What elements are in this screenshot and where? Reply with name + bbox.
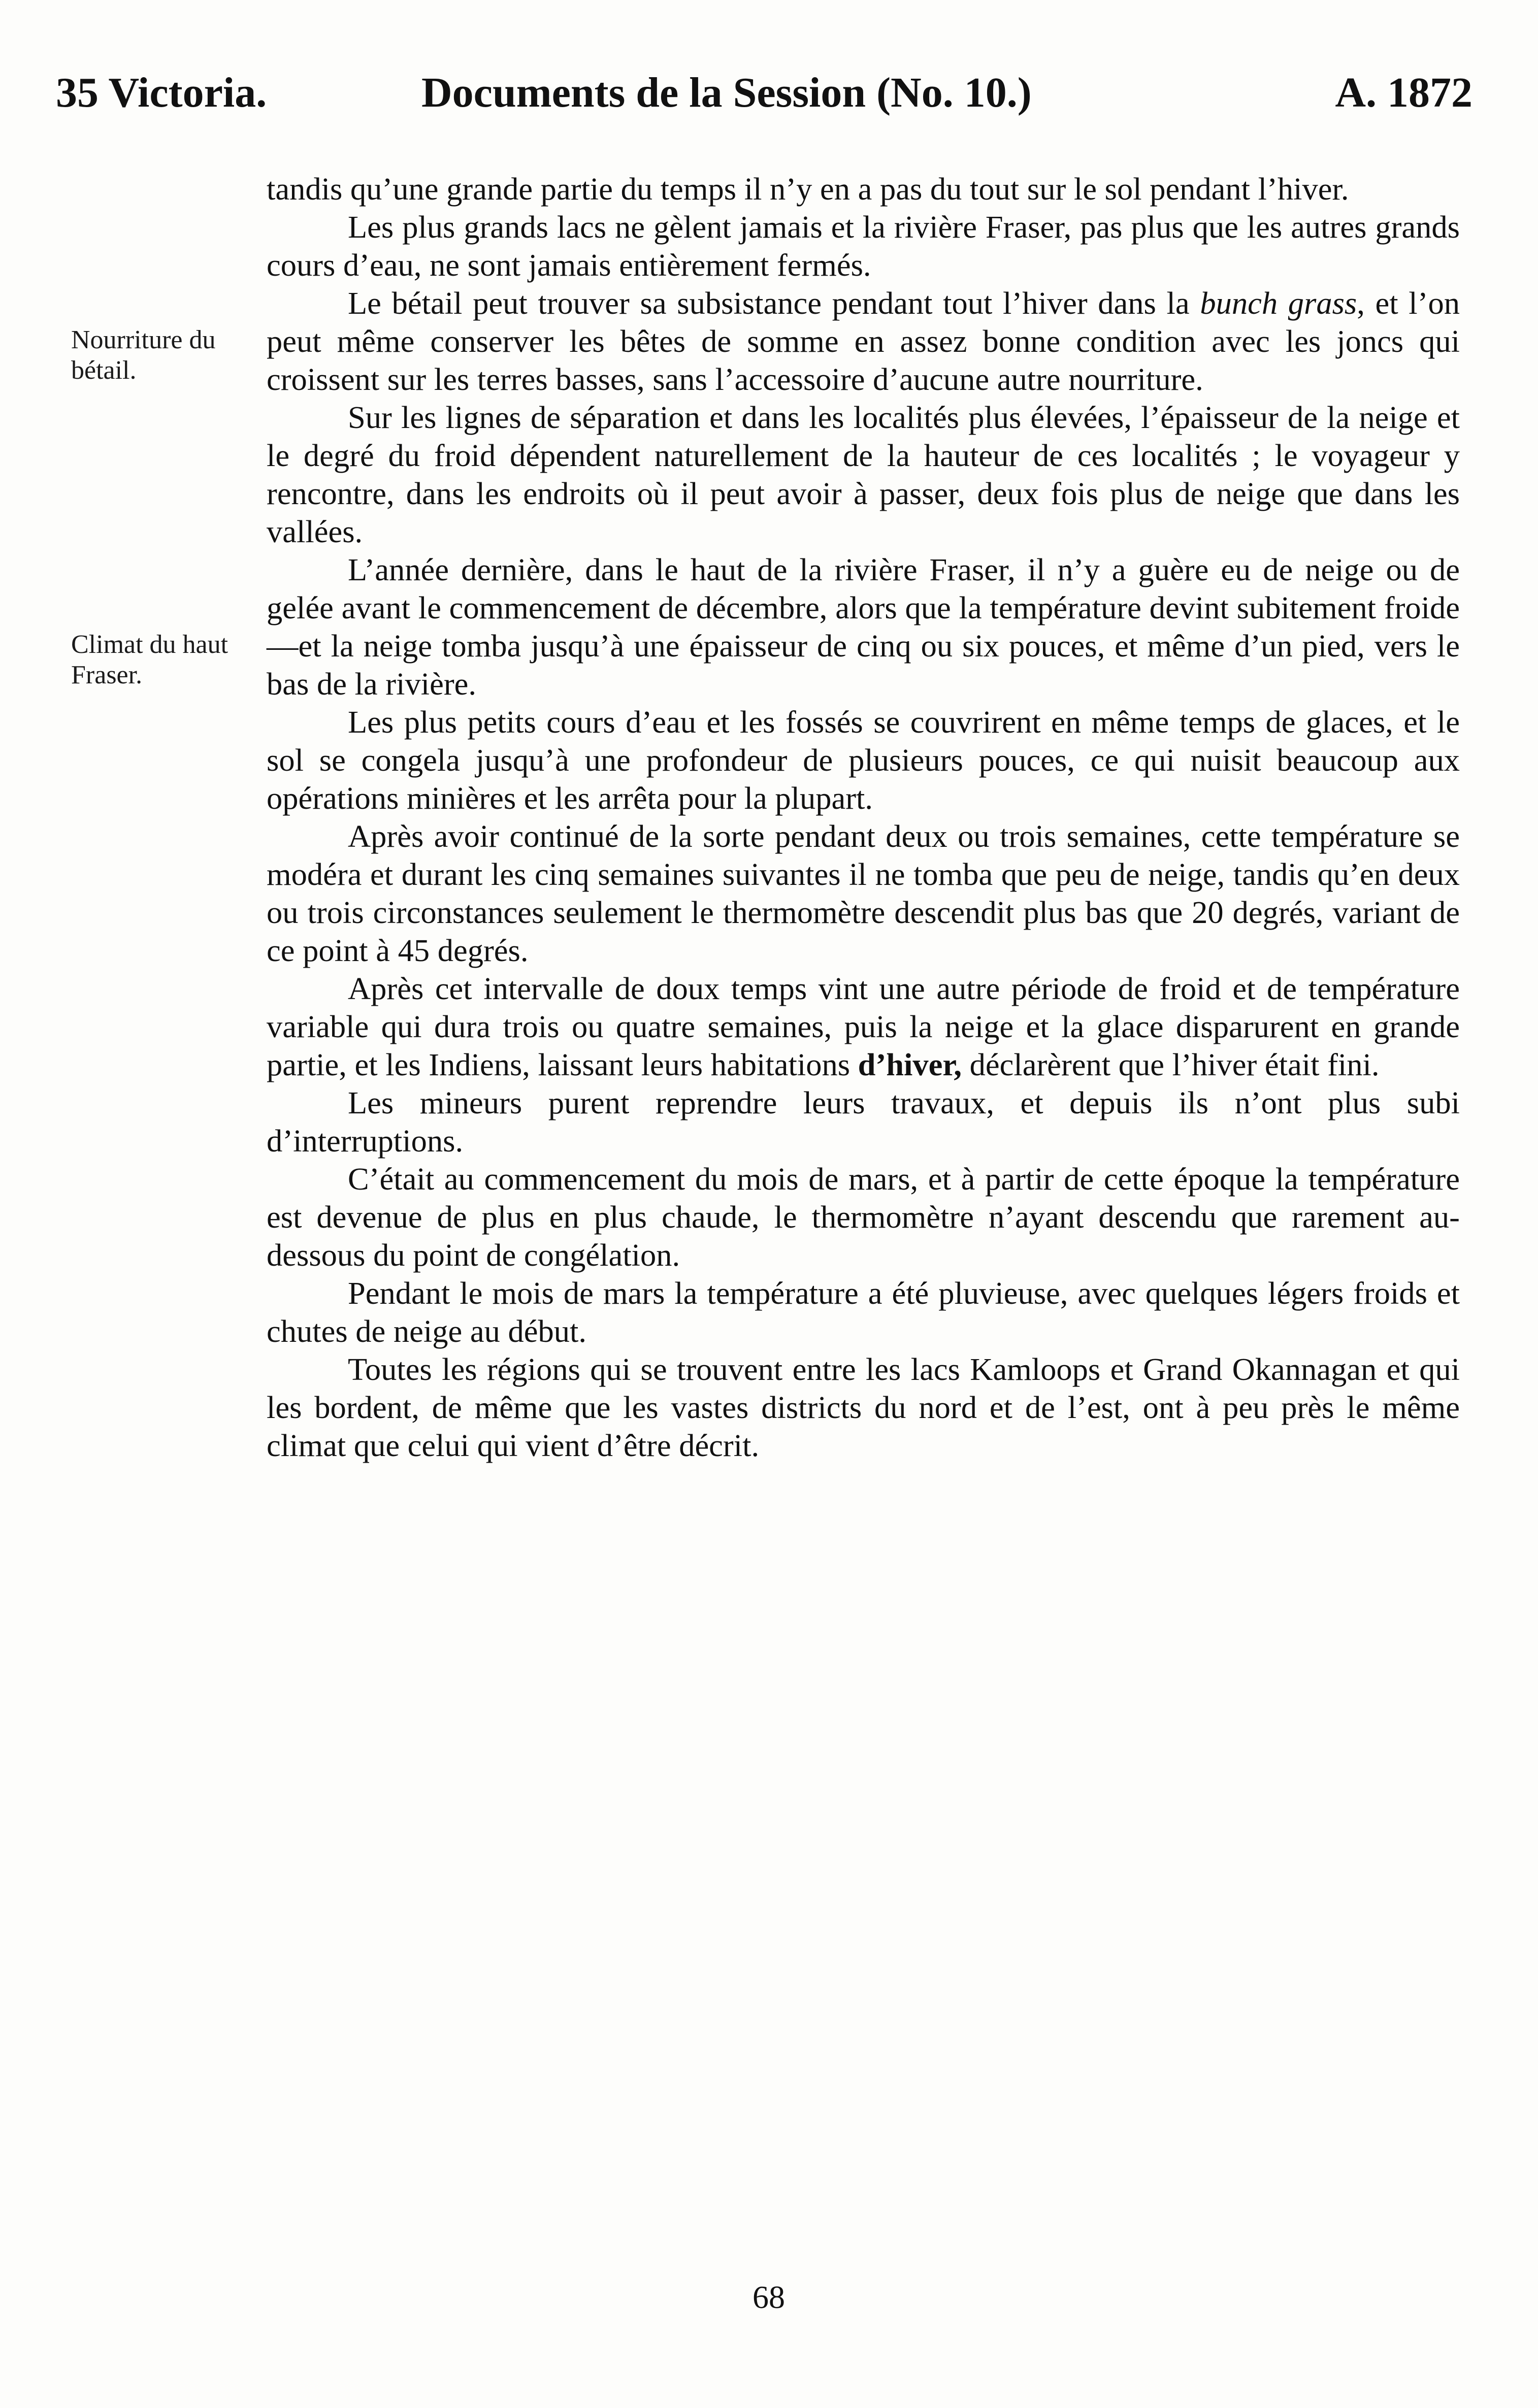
text-run: déclarèrent que l’hiver était fini.	[961, 1047, 1380, 1082]
page-number: 68	[752, 2279, 785, 2315]
paragraph-annee-derniere: L’année dernière, dans le haut de la rivière Fraser, il n’y a guère eu de neige ou de gelée avant le commencement de décembre, alors que la température devint subitement froide—et la neige tomba jusqu’à une épaisseur de cinq ou six pouces, et même d’un pied, vers le bas de la rivière.	[267, 552, 1460, 702]
text-run: Après cet intervalle de doux temps vint une autre période de froid et de température variable qui dura trois ou quatre semaines, puis la neige et la glace disparurent en grande partie, et les Indiens, laissant leurs habitations	[267, 971, 1460, 1082]
running-header	[56, 65, 1472, 121]
paragraph-lacs: Les plus grands lacs ne gèlent jamais et la rivière Fraser, pas plus que les autres grands cours d’eau, ne sont jamais entièrement fermés.	[267, 209, 1460, 283]
italic-term-bunch-grass: bunch grass	[1200, 285, 1357, 321]
paragraph-apres-avoir: Après avoir continué de la sorte pendant deux ou trois semaines, cette température se modéra et durant les cinq semaines suivantes il ne tomba que peu de neige, tandis qu’en deux ou trois circonstances seulement le thermomètre descendit plus bas que 20 degrés, variant de ce point à 45 degrés.	[267, 818, 1460, 968]
paragraph-petits-cours: Les plus petits cours d’eau et les fossés se couvrirent en même temps de glaces, et le sol se congela jusqu’à une profondeur de plusieurs pouces, ce qui nuisit beaucoup aux opérations minières et les arrêta pour la plupart.	[267, 704, 1460, 816]
paragraph-lignes-separation: Sur les lignes de séparation et dans les localités plus élevées, l’épaisseur de la neige et le degré du froid dépendent naturellement de la hauteur de ces localités ; le voyageur y rencontre, dans les endroits où il peut avoir à passer, deux fois plus de neige que dans les vallées.	[267, 400, 1460, 549]
paragraph-continuation: tandis qu’une grande partie du temps il n’y en a pas du tout sur le sol pendant l’hiver.	[267, 171, 1349, 207]
main-text-column	[267, 170, 1460, 1465]
header-regnal-year: 35 Victoria.	[56, 69, 267, 116]
header-title: Documents de la Session (No. 10.)	[421, 69, 1032, 116]
side-note-climat: Climat du haut Fraser.	[71, 630, 228, 689]
paragraph-regions: Toutes les régions qui se trouvent entre les lacs Kamloops et Grand Okannagan et qui les bordent, de même que les vastes districts du nord et de l’est, ont à peu près le même climat que celui qui vient d’être décrit.	[267, 1351, 1460, 1463]
paragraph-intervalle	[267, 970, 1460, 1084]
side-note-nourriture: Nourriture du bétail.	[71, 325, 216, 385]
paragraph-betail	[267, 284, 1460, 399]
paragraph-pluvieuse: Pendant le mois de mars la température a été pluvieuse, avec quelques légers froids et chutes de neige au début.	[267, 1275, 1460, 1349]
header-year: A. 1872	[1335, 69, 1472, 116]
text-run: , et l’on peut même conserver les bêtes de somme en assez bonne condition avec les joncs qui croissent sur les terres basses, sans l’accessoire d’aucune autre nourriture.	[267, 285, 1460, 397]
text-run: Le bétail peut trouver sa subsistance pendant tout l’hiver dans la	[348, 285, 1200, 321]
bold-term-hiver: d’hiver,	[858, 1047, 962, 1082]
paragraph-mars: C’était au commencement du mois de mars, et à partir de cette époque la température est devenue de plus en plus chaude, le thermomètre n’ayant descendu que rarement au-dessous du point de congélation.	[267, 1161, 1460, 1273]
paragraph-mineurs: Les mineurs purent reprendre leurs travaux, et depuis ils n’ont plus subi d’interruptions.	[267, 1085, 1460, 1159]
